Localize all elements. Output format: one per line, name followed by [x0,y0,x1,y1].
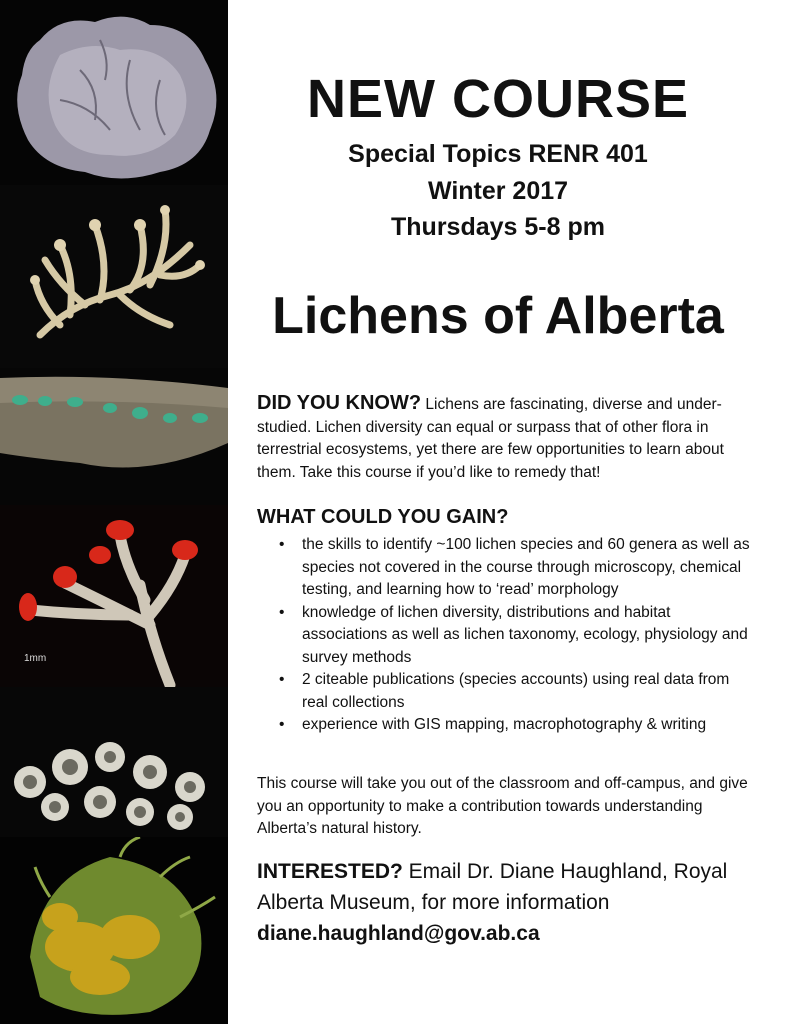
interested-heading: INTERESTED? [257,860,403,883]
course-schedule: Thursdays 5-8 pm [391,213,605,241]
did-you-know-paragraph [257,392,757,484]
closing-paragraph: This course will take you out of the classroom and off-campus, and give you an opportunity to make a contribution towards understanding Alberta’s natural history. [257,775,748,837]
flyer-content [228,0,791,1024]
lichen-cross-section-photo [0,368,228,505]
lichen-photo-strip [0,0,228,1024]
page-title: NEW COURSE [306,69,689,129]
contact-block [257,856,777,949]
gain-list [257,534,757,737]
list-item: • 2 citeable publications (species accounts) using real data from real collections [257,669,757,714]
scale-bar-label: 1mm [24,653,47,664]
british-soldier-lichen-photo [0,505,228,687]
course-term: Winter 2017 [427,177,569,205]
list-item: • the skills to identify ~100 lichen species and 60 genera as well as species not covered in the course through microscopy, chemical testing, and learning how to ‘read’ morphology [257,534,757,602]
course-code: Special Topics RENR 401 [348,140,648,168]
did-you-know-heading: DID YOU KNOW? [257,392,422,414]
list-item: • knowledge of lichen diversity, distributions and habitat associations as well as lichen taxonomy, ecology, physiology and survey methods [257,602,757,670]
foliose-lichen-photo [0,0,228,185]
list-item: • experience with GIS mapping, macrophotography & writing [257,714,757,737]
did-you-know-text: Lichens are fascinating, diverse and under-studied. Lichen diversity can equal or surpass that of other flora in terrestrial ecosystems, yet there are few opportunities to learn about them. Take this course if you’d like to remedy that! [257,396,724,481]
gain-heading: WHAT COULD YOU GAIN? [257,506,509,528]
course-name: Lichens of Alberta [272,287,724,345]
contact-text: Email Dr. Diane Haughland, Royal Alberta Museum, for more information [257,860,728,914]
fruticose-lichen-photo [0,185,228,368]
cup-lichen-photo [0,687,228,837]
email-link[interactable]: diane.haughland@gov.ab.ca [257,922,540,945]
moss-lichen-photo [0,837,228,1024]
